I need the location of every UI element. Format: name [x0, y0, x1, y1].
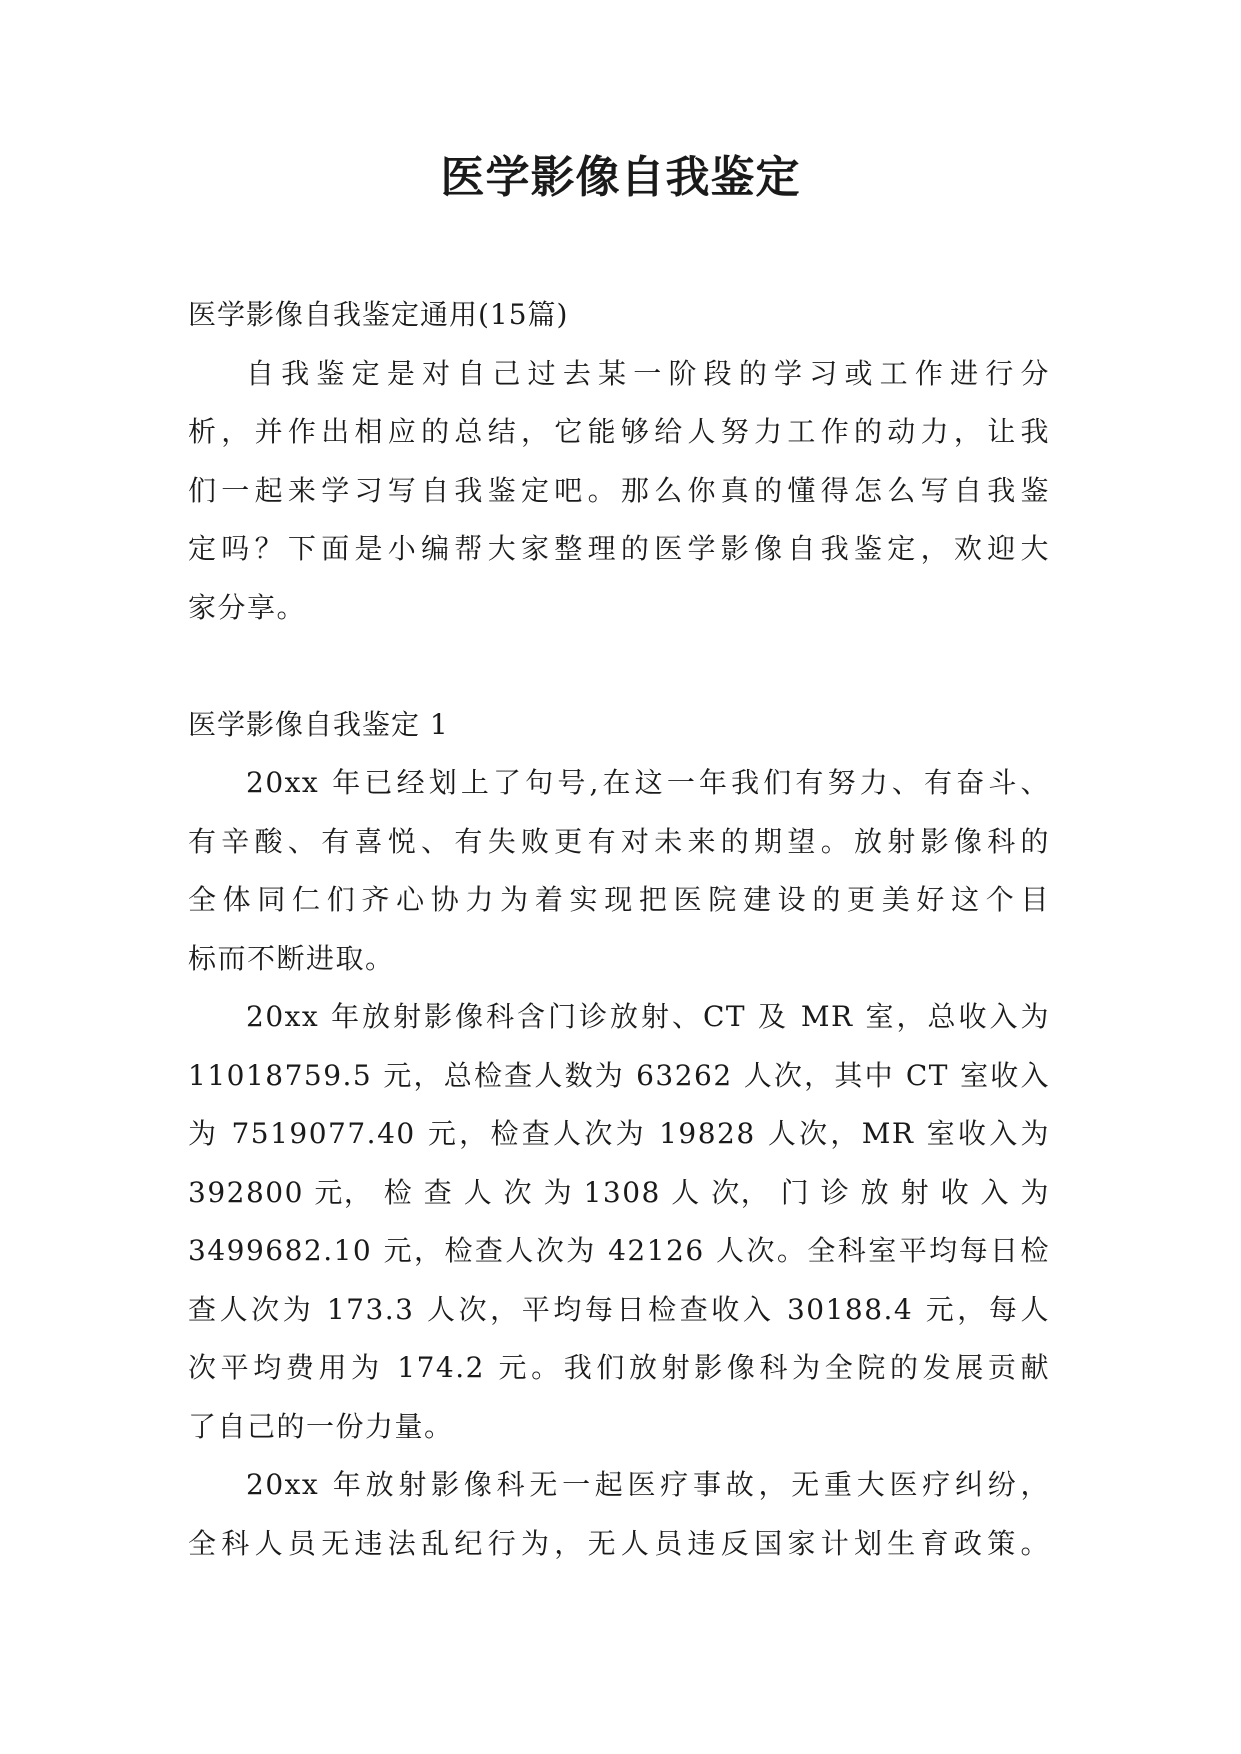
paragraph-line: 20xx 年放射影像科含门诊放射、CT 及 MR 室，总收入为 [246, 1000, 1050, 1033]
document-body [188, 286, 1050, 1573]
paragraph-line: 标而不断进取。 [188, 941, 395, 975]
paragraph-line: 3499682.10 元，检查人次为 42126 人次。全科室平均每日检 [188, 1234, 1050, 1267]
document-subtitle: 医学影像自我鉴定通用(15篇) [188, 298, 569, 331]
document-title: 医学影像自我鉴定 [440, 152, 801, 203]
paragraph-line: 20xx 年放射影像科无一起医疗事故，无重大医疗纠纷， [246, 1468, 1050, 1501]
paragraph-line: 有辛酸、有喜悦、有失败更有对未来的期望。放射影像科的 [188, 824, 1050, 858]
paragraph-line: 20xx 年已经划上了句号,在这一年我们有努力、有奋斗、 [246, 766, 1050, 799]
paragraph-line: 们一起来学习写自我鉴定吧。那么你真的懂得怎么写自我鉴 [188, 473, 1050, 507]
paragraph-line: 全体同仁们齐心协力为着实现把医院建设的更美好这个目 [188, 883, 1050, 916]
paragraph-line: 全科人员无违法乱纪行为，无人员违反国家计划生育政策。 [188, 1526, 1050, 1560]
paragraph-line: 析，并作出相应的总结，它能够给人努力工作的动力，让我 [188, 415, 1050, 448]
section-spacer [188, 637, 1050, 696]
section-paragraph-3 [188, 1456, 1050, 1573]
paragraph-line: 了自己的一份力量。 [188, 1409, 454, 1443]
paragraph-line: 自我鉴定是对自己过去某一阶段的学习或工作进行分 [246, 356, 1050, 390]
paragraph-line: 定吗？下面是小编帮大家整理的医学影像自我鉴定，欢迎大 [188, 532, 1050, 565]
intro-paragraph [188, 345, 1050, 638]
paragraph-line: 392800 元， 检 查 人 次 为 1308 人 次， 门 诊 放 射 收 入 为 [188, 1175, 1050, 1209]
section-paragraph-2 [188, 988, 1050, 1456]
paragraph-line: 11018759.5 元，总检查人数为 63262 人次，其中 CT 室收入 [188, 1058, 1051, 1092]
section-paragraph-1 [188, 754, 1050, 988]
paragraph-line: 查人次为 173.3 人次，平均每日检查收入 30188.4 元，每人 [188, 1292, 1050, 1326]
paragraph-line: 家分享。 [188, 590, 307, 624]
section-heading: 医学影像自我鉴定 1 [188, 707, 449, 741]
paragraph-line: 次平均费用为 174.2 元。我们放射影像科为全院的发展贡献 [188, 1351, 1050, 1384]
paragraph-line: 为 7519077.40 元，检查人次为 19828 人次，MR 室收入为 [188, 1117, 1050, 1150]
